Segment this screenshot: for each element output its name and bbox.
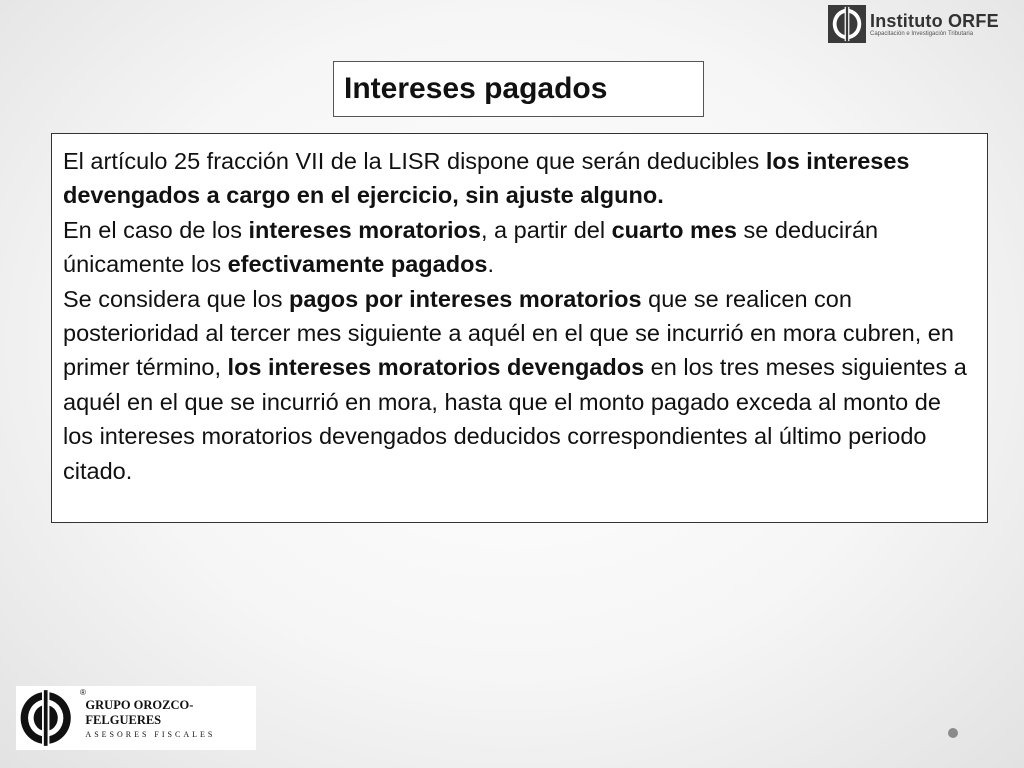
- bold-text: los intereses devengados a cargo en el ejercicio, sin ajuste alguno.: [63, 148, 910, 209]
- text-run: El artículo 25 fracción VII de la LISR dispone que serán deducibles: [63, 148, 766, 174]
- slide-title-box: [333, 61, 704, 117]
- text-run: , a partir del: [480, 216, 612, 243]
- text-run: .: [487, 251, 495, 278]
- footer-logo: [16, 686, 256, 750]
- company-name: GRUPO OROZCO-FELGUERES: [85, 697, 194, 727]
- slide-content-box: [51, 133, 988, 523]
- institute-name: Instituto ORFE: [870, 10, 999, 31]
- company-subtitle: ASESORES FISCALES: [85, 729, 216, 739]
- phi-emblem-icon: [16, 686, 75, 750]
- page-indicator-dot: [948, 728, 958, 738]
- text-run: Se considera que los: [63, 285, 290, 312]
- bold-text: cuarto mes: [611, 216, 737, 243]
- header-logo: [828, 4, 1018, 44]
- text-run: que se realicen con posterioridad al tercer mes siguiente a aquél en el que se incurrió en mora cubren, en primer término,: [63, 285, 954, 381]
- institute-tagline: Capacitación e Investigación Tributaria: [870, 30, 974, 37]
- slide-title: Intereses pagados: [344, 72, 608, 105]
- text-run: En el caso de los: [63, 216, 249, 243]
- registered-mark: ®: [80, 688, 86, 697]
- content-paragraph: [63, 213, 977, 282]
- bold-text: los intereses moratorios devengados: [227, 354, 645, 381]
- text-run: en los tres meses siguientes a aquél en el que se incurrió en mora, hasta que el monto pagado exceda al monto de los intereses moratorios devengados deducidos correspondientes al último periodo citado.: [63, 354, 967, 484]
- content-paragraph: [63, 282, 977, 488]
- content-paragraph: [63, 144, 977, 213]
- text-run: se deducirán únicamente los: [63, 216, 879, 278]
- bold-text: intereses moratorios: [248, 216, 481, 243]
- bold-text: pagos por intereses moratorios: [289, 285, 642, 312]
- bold-text: efectivamente pagados: [227, 251, 488, 278]
- phi-emblem-icon: [828, 5, 866, 43]
